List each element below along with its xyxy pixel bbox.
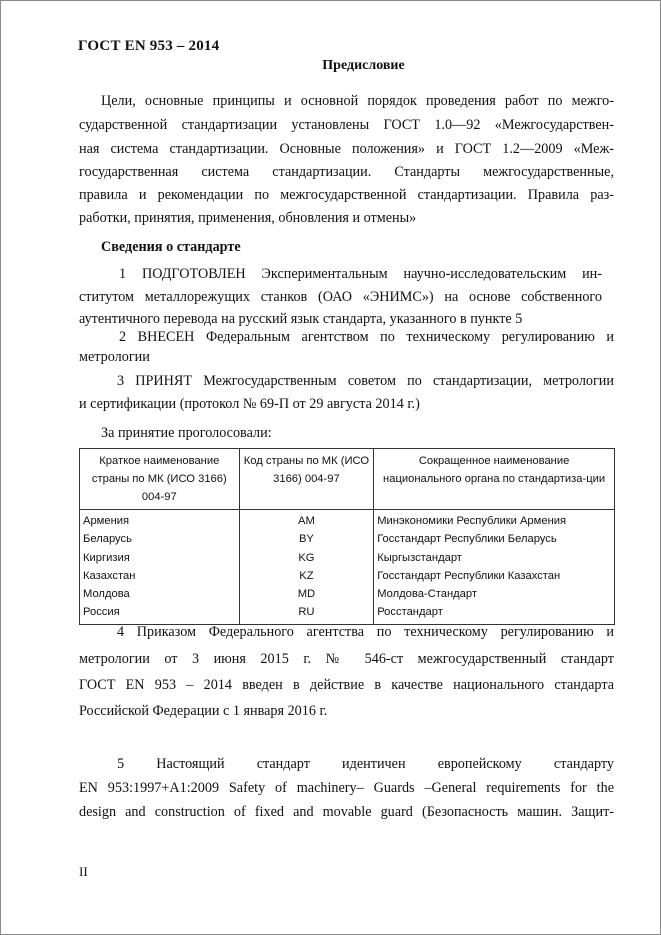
text-line: ная система стандартизации. Основные положения» и ГОСТ 1.2—2009 «Меж- (79, 141, 614, 157)
code-cell: AM (239, 510, 374, 531)
column-header-code: Код страны по МК (ИСО 3166) 004-97 (239, 449, 374, 510)
page-number: II (79, 864, 88, 879)
country-cell: Россия (80, 603, 240, 624)
country-cell: Армения (80, 510, 240, 531)
page-title: Предисловие (322, 58, 405, 73)
text-line: 4 Приказом Федерального агентства по техническому регулированию и (117, 624, 614, 640)
body-cell: Молдова-Стандарт (374, 585, 615, 603)
section-heading: Сведения о стандарте (101, 239, 241, 255)
text-line: 5 Настоящий стандарт идентичен европейскому стандарту (117, 756, 614, 772)
document-header: ГОСТ EN 953 – 2014 (78, 38, 220, 54)
text-line: Цели, основные принципы и основной порядок проведения работ по межго- (101, 93, 614, 109)
country-cell: Беларусь (80, 530, 240, 548)
code-cell: BY (239, 530, 374, 548)
voted-label: За принятие проголосовали: (101, 425, 272, 441)
code-cell: KZ (239, 567, 374, 585)
text-line: метрологии (79, 349, 150, 365)
text-line: Российской Федерации с 1 января 2016 г. (79, 703, 328, 719)
text-line: ститутом металлорежущих станков (ОАО «ЭНИМС») на основе собственного (79, 289, 602, 305)
text-line: и сертификации (протокол № 69-П от 29 августа 2014 г.) (79, 396, 420, 412)
text-line: сударственной стандартизации установлены ГОСТ 1.0—92 «Межгосударствен- (79, 117, 614, 133)
text-line: EN 953:1997+A1:2009 Safety of machinery– Guards –General requirements for the (79, 780, 614, 796)
text-line: аутентичного перевода на русский язык стандарта, указанного в пункте 5 (79, 311, 523, 327)
text-line: ГОСТ EN 953 – 2014 введен в действие в качестве национального стандарта (79, 677, 614, 693)
code-cell: MD (239, 585, 374, 603)
body-cell: Кыргызстандарт (374, 549, 615, 567)
table-row (80, 510, 615, 531)
text-line: работки, принятия, применения, обновления и отмены» (79, 210, 417, 226)
country-cell: Киргизия (80, 549, 240, 567)
body-cell: Росстандарт (374, 603, 615, 624)
text-line: 1 ПОДГОТОВЛЕН Экспериментальным научно-исследовательским ин- (119, 266, 602, 282)
text-line: государственная система стандартизации. Стандарты межгосударственные, (79, 164, 614, 180)
table-row (80, 603, 615, 624)
body-cell: Госстандарт Республики Казахстан (374, 567, 615, 585)
column-header-country: Краткое наименование страны по МК (ИСО 3166) 004-97 (80, 449, 240, 510)
code-cell: RU (239, 603, 374, 624)
text-line: design and construction of fixed and movable guard (Безопасность машин. Защит- (79, 804, 614, 820)
code-cell: KG (239, 549, 374, 567)
table-row (80, 549, 615, 567)
table-row (80, 585, 615, 603)
text-line: 2 ВНЕСЕН Федеральным агентством по техническому регулированию и (119, 329, 614, 345)
text-line: 3 ПРИНЯТ Межгосударственным советом по стандартизации, метрологии (117, 373, 614, 389)
body-cell: Минэкономики Республики Армения (374, 510, 615, 531)
column-header-body: Сокращенное наименование национального органа по стандартиза-ции (374, 449, 615, 510)
text-line: метрологии от 3 июня 2015 г. № 546-ст межгосударственный стандарт (79, 651, 614, 667)
table-row (80, 567, 615, 585)
country-cell: Молдова (80, 585, 240, 603)
body-cell: Госстандарт Республики Беларусь (374, 530, 615, 548)
table-row (80, 530, 615, 548)
table-header-row (80, 449, 615, 510)
text-line: правила и рекомендации по межгосударственной стандартизации. Правила раз- (79, 187, 614, 203)
country-cell: Казахстан (80, 567, 240, 585)
member-states-table (79, 448, 615, 625)
